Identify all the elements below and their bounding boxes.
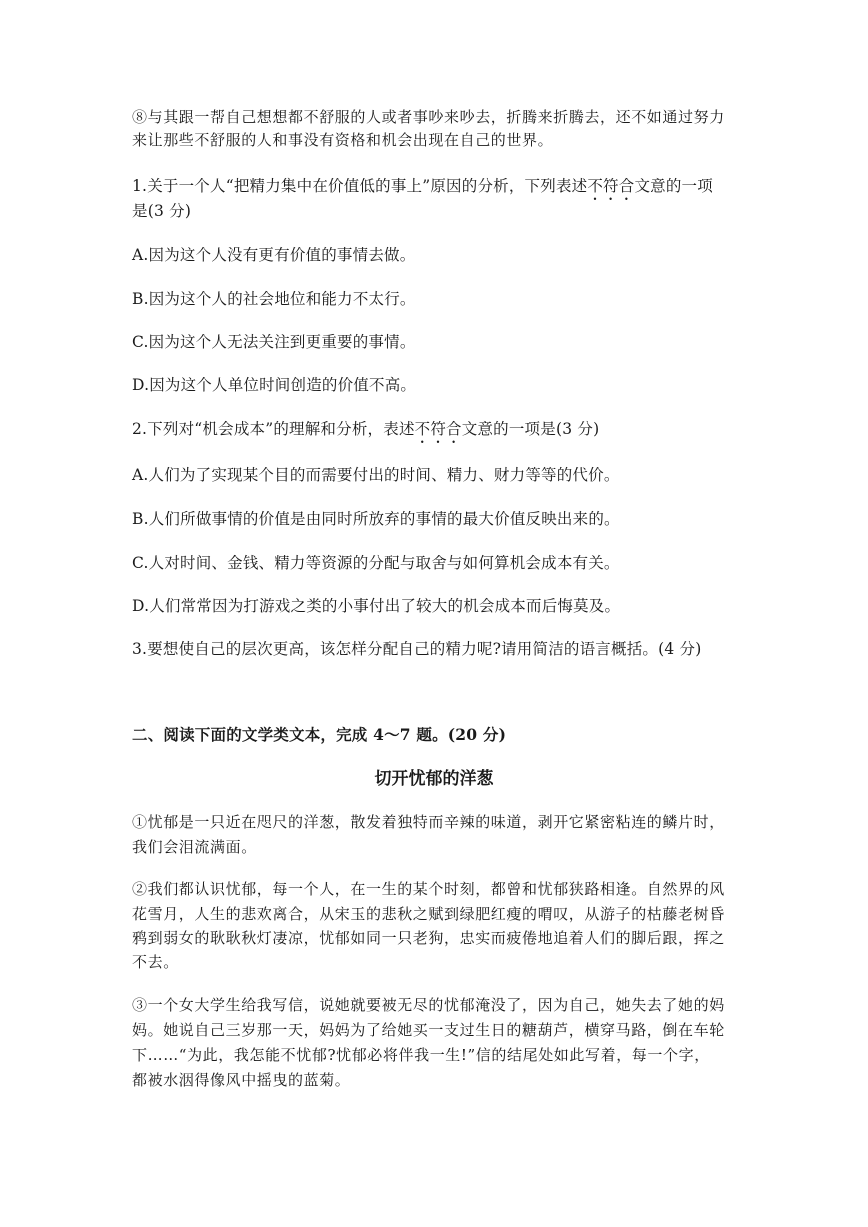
question-1-option-a: A.因为这个人没有更有价值的事情去做。 <box>132 246 416 264</box>
question-1-option-d: D.因为这个人单位时间创造的价值不高。 <box>132 376 417 394</box>
question-1-stem-start: 1.关于一个人“把精力集中在价值低的事上”原因的分析，下列表述 <box>132 177 588 195</box>
passage-paragraph-2-line-4: 不去。 <box>132 953 179 971</box>
passage-paragraph-2-line-3: 鸦到弱女的耿耿秋灯凄凉，忧郁如同一只老狗，忠实而疲倦地追着人们的脚后跟，挥之 <box>132 929 725 947</box>
passage-paragraph-3-line-2: 妈。她说自己三岁那一天，妈妈为了给她买一支过生日的糖葫芦，横穿马路，倒在车轮 <box>132 1021 725 1039</box>
question-2-stem-start: 2.下列对“机会成本”的理解和分析，表述 <box>132 420 415 438</box>
passage-paragraph-1-line-2: 我们会泪流满面。 <box>132 838 257 856</box>
question-2-stem <box>132 419 599 447</box>
question-1-emphasis: 不符合 <box>587 177 635 195</box>
passage-paragraph-3-line-1: ③一个女大学生给我写信，说她就要被无尽的忧郁淹没了，因为自己，她失去了她的妈 <box>132 996 725 1014</box>
question-2-option-d: D.人们常常因为打游戏之类的小事付出了较大的机会成本而后悔莫及。 <box>132 597 621 615</box>
passage-paragraph-8-line-1: ⑧与其跟一帮自己想想都不舒服的人或者事吵来吵去，折腾来折腾去，还不如通过努力 <box>132 108 725 126</box>
passage-paragraph-1-line-1: ①忧郁是一只近在咫尺的洋葱，散发着独特而辛辣的味道，剥开它紧密粘连的鳞片时， <box>132 813 725 831</box>
question-2-option-b: B.人们所做事情的价值是由同时所放弃的事情的最大价值反映出来的。 <box>132 510 620 528</box>
passage-paragraph-8-line-2: 来让那些不舒服的人和事没有资格和机会出现在自己的世界。 <box>132 131 554 149</box>
section-2-heading: 二、阅读下面的文学类文本，完成 4～7 题。(20 分) <box>132 725 507 744</box>
passage-paragraph-2-line-2: 花雪月，人生的悲欢离合，从宋玉的悲秋之赋到绿肥红瘦的喟叹，从游子的枯藤老树昏 <box>132 905 725 923</box>
question-2-emphasis: 不符合 <box>414 420 462 438</box>
passage-title: 切开忧郁的洋葱 <box>374 769 494 789</box>
question-3-stem: 3.要想使自己的层次更高，该怎样分配自己的精力呢?请用简洁的语言概括。(4 分) <box>132 640 702 658</box>
passage-paragraph-3-line-4: 都被水洇得像风中摇曳的蓝菊。 <box>132 1071 351 1089</box>
question-1-option-b: B.因为这个人的社会地位和能力不太行。 <box>132 290 416 308</box>
question-1-stem-end: 文意的一项 <box>634 177 713 195</box>
question-2-option-a: A.人们为了实现某个目的而需要付出的时间、精力、财力等等的代价。 <box>132 466 620 484</box>
passage-paragraph-3-line-3: 下……“为此，我怎能不忧郁?忧郁必将伴我一生!”信的结尾处如此写着，每一个字， <box>132 1046 710 1064</box>
question-1-stem <box>132 176 713 204</box>
question-2-option-c: C.人对时间、金钱、精力等资源的分配与取舍与如何算机会成本有关。 <box>132 554 620 572</box>
question-1-stem-line-2: 是(3 分) <box>132 202 192 220</box>
question-1-option-c: C.因为这个人无法关注到更重要的事情。 <box>132 333 416 351</box>
passage-paragraph-2-line-1: ②我们都认识忧郁，每一个人，在一生的某个时刻，都曾和忧郁狭路相逢。自然界的风 <box>132 880 725 898</box>
question-2-stem-end: 文意的一项是(3 分) <box>461 420 600 438</box>
